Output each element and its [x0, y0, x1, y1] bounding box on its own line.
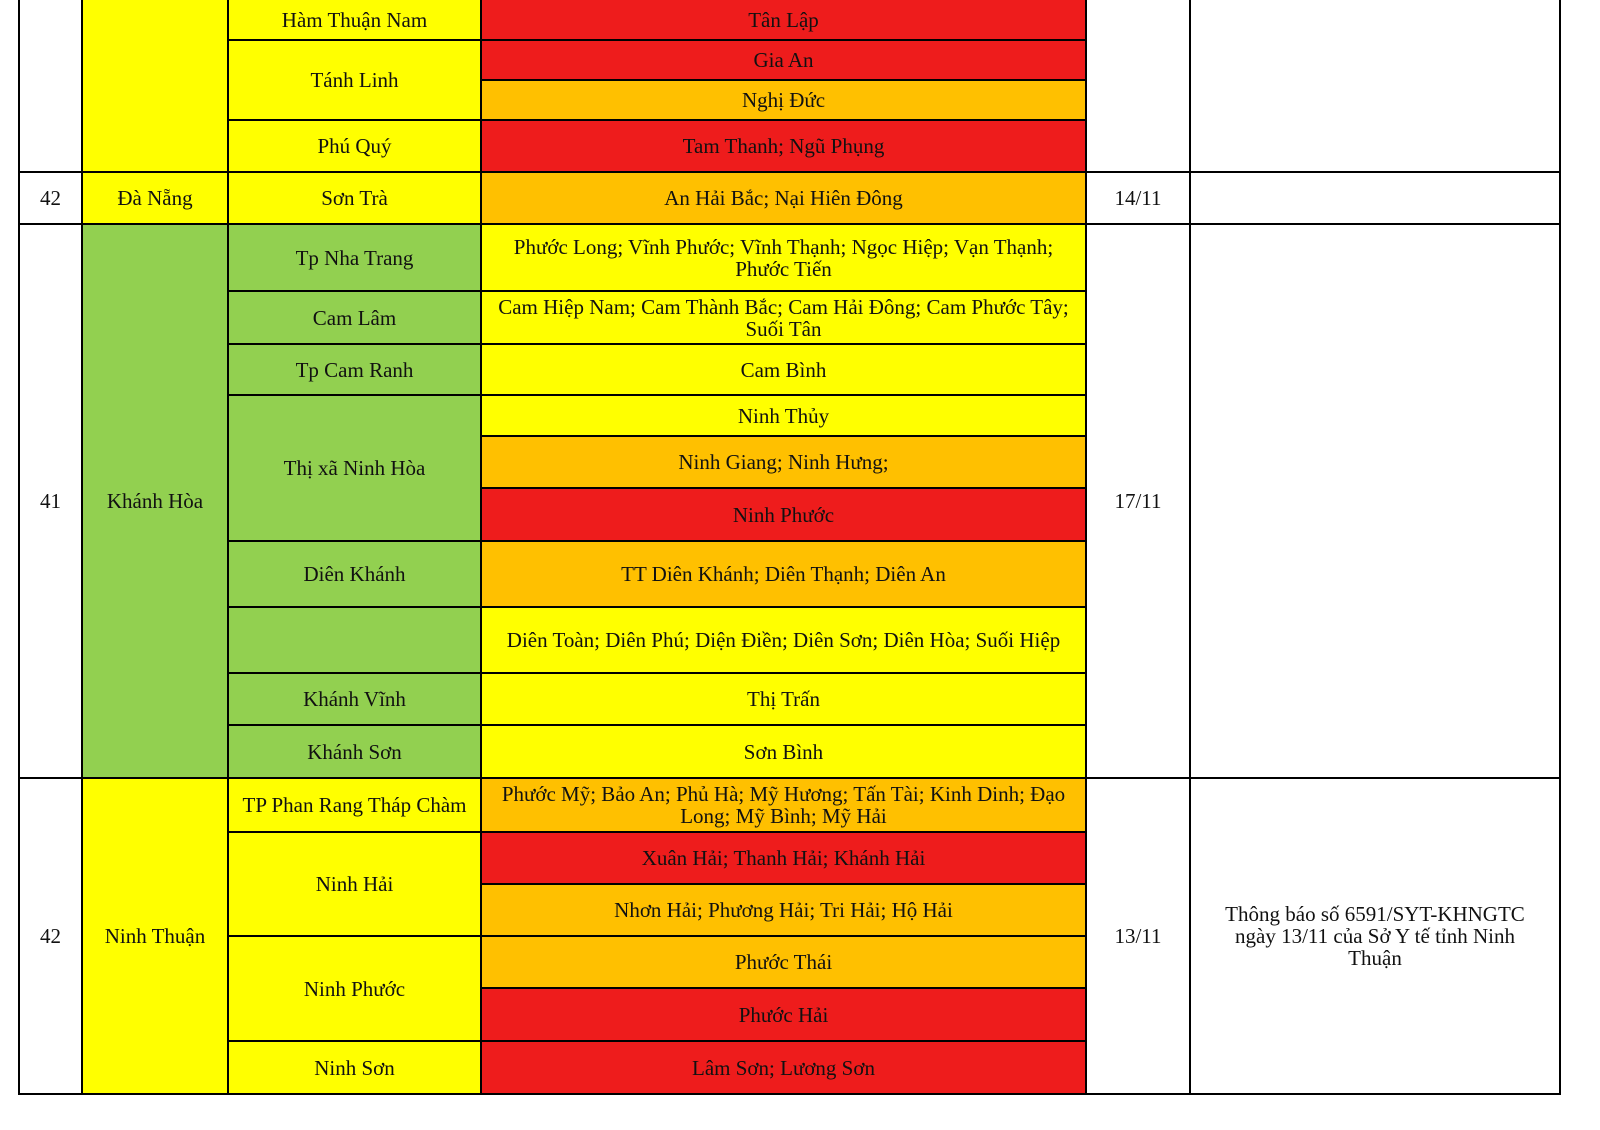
- grid-line: [228, 39, 1087, 41]
- stt-cell: 42: [19, 172, 82, 224]
- district-cell: Ninh Phước: [228, 936, 481, 1041]
- grid-line: [227, 0, 229, 1095]
- grid-line: [228, 831, 1087, 833]
- grid-line: [228, 1040, 1087, 1042]
- commune-cell: Cam Hiệp Nam; Cam Thành Bắc; Cam Hải Đông; Cam Phước Tây; Suối Tân: [481, 291, 1086, 344]
- date-cell: 13/11: [1086, 778, 1190, 1094]
- province-cell: Ninh Thuận: [82, 778, 228, 1094]
- grid-line: [228, 540, 1087, 542]
- district-cell: Tp Cam Ranh: [228, 344, 481, 395]
- date-cell: 17/11: [1086, 224, 1190, 778]
- grid-line: [228, 290, 1087, 292]
- grid-line: [481, 883, 1087, 885]
- grid-line: [228, 606, 1087, 608]
- grid-line: [228, 119, 1087, 121]
- province-cell: Đà Nẵng: [82, 172, 228, 224]
- district-cell: Ninh Hải: [228, 832, 481, 936]
- commune-cell: Phước Hải: [481, 988, 1086, 1041]
- grid-line: [228, 724, 1087, 726]
- note-cell: Thông báo số 6591/SYT-KHNGTC ngày 13/11 của Sở Y tế tỉnh Ninh Thuận: [1190, 778, 1560, 1094]
- district-cell: Cam Lâm: [228, 291, 481, 344]
- commune-cell: Ninh Phước: [481, 488, 1086, 541]
- stt-cell: [19, 0, 82, 172]
- commune-cell: Diên Toàn; Diên Phú; Diện Điền; Diên Sơn; Diên Hòa; Suối Hiệp: [481, 607, 1086, 673]
- province-cell: Khánh Hòa: [82, 224, 228, 778]
- note-cell: [1190, 0, 1560, 172]
- commune-cell: Phước Long; Vĩnh Phước; Vĩnh Thạnh; Ngọc Hiệp; Vạn Thạnh; Phước Tiến: [481, 224, 1086, 291]
- grid-line: [19, 1093, 1561, 1095]
- district-cell: Phú Quý: [228, 120, 481, 172]
- district-cell: Sơn Trà: [228, 172, 481, 224]
- district-cell: Khánh Vĩnh: [228, 673, 481, 725]
- commune-cell: Sơn Bình: [481, 725, 1086, 778]
- stt-cell: 41: [19, 224, 82, 778]
- grid-line: [228, 394, 1087, 396]
- district-cell: [228, 607, 481, 673]
- commune-cell: Phước Thái: [481, 936, 1086, 988]
- grid-line: [19, 777, 1561, 779]
- commune-cell: Ninh Thủy: [481, 395, 1086, 436]
- commune-cell: Cam Bình: [481, 344, 1086, 395]
- grid-line: [228, 343, 1087, 345]
- commune-cell: Ninh Giang; Ninh Hưng;: [481, 436, 1086, 488]
- grid-line: [1189, 0, 1191, 1095]
- commune-cell: TT Diên Khánh; Diên Thạnh; Diên An: [481, 541, 1086, 607]
- district-cell: Ninh Sơn: [228, 1041, 481, 1094]
- grid-line: [481, 435, 1087, 437]
- district-cell: Diên Khánh: [228, 541, 481, 607]
- grid-line: [481, 79, 1087, 81]
- commune-cell: An Hải Bắc; Nại Hiên Đông: [481, 172, 1086, 224]
- stt-cell: 42: [19, 778, 82, 1094]
- grid-line: [19, 171, 1561, 173]
- grid-line: [481, 487, 1087, 489]
- province-cell: [82, 0, 228, 172]
- grid-line: [1085, 0, 1087, 1095]
- date-cell: [1086, 0, 1190, 172]
- commune-cell: Phước Mỹ; Bảo An; Phủ Hà; Mỹ Hương; Tấn Tài; Kinh Dinh; Đạo Long; Mỹ Bình; Mỹ Hải: [481, 778, 1086, 832]
- district-cell: TP Phan Rang Tháp Chàm: [228, 778, 481, 832]
- grid-line: [228, 935, 1087, 937]
- district-cell: Tánh Linh: [228, 40, 481, 120]
- note-cell: [1190, 224, 1560, 778]
- district-cell: Hàm Thuận Nam: [228, 0, 481, 40]
- grid-line: [228, 672, 1087, 674]
- grid-line: [480, 0, 482, 1095]
- commune-cell: Thị Trấn: [481, 673, 1086, 725]
- district-cell: Khánh Sơn: [228, 725, 481, 778]
- commune-cell: Nghị Đức: [481, 80, 1086, 120]
- note-cell: [1190, 172, 1560, 224]
- grid-line: [18, 0, 20, 1095]
- commune-cell: Gia An: [481, 40, 1086, 80]
- district-cell: Tp Nha Trang: [228, 224, 481, 291]
- commune-cell: Tam Thanh; Ngũ Phụng: [481, 120, 1086, 172]
- commune-cell: Nhơn Hải; Phương Hải; Tri Hải; Hộ Hải: [481, 884, 1086, 936]
- grid-line: [1559, 0, 1561, 1095]
- grid-line: [481, 987, 1087, 989]
- commune-cell: Lâm Sơn; Lương Sơn: [481, 1041, 1086, 1094]
- commune-cell: Tân Lập: [481, 0, 1086, 40]
- commune-cell: Xuân Hải; Thanh Hải; Khánh Hải: [481, 832, 1086, 884]
- grid-line: [19, 223, 1561, 225]
- district-cell: Thị xã Ninh Hòa: [228, 395, 481, 541]
- grid-line: [81, 0, 83, 1095]
- date-cell: 14/11: [1086, 172, 1190, 224]
